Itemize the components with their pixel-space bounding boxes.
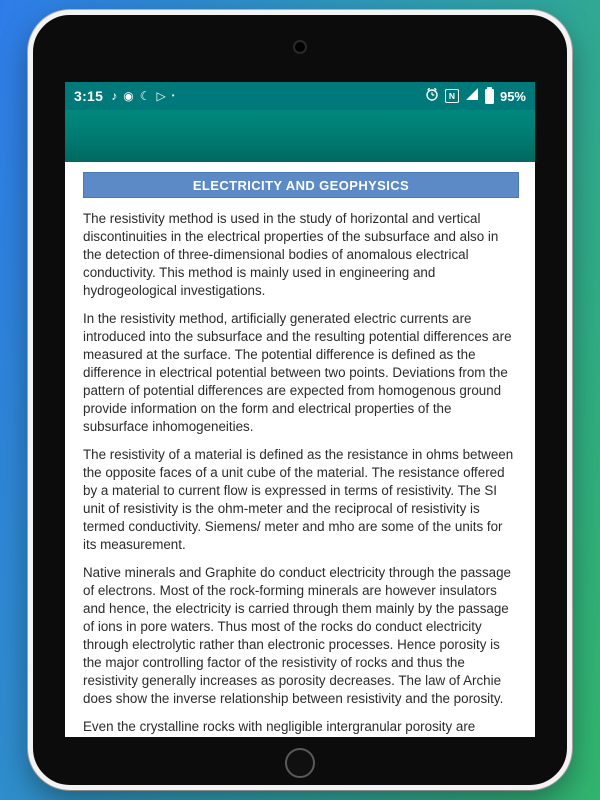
status-time: 3:15 <box>74 88 104 104</box>
notification-record-icon: ◉ <box>123 89 134 103</box>
dot-icon: • <box>171 91 175 100</box>
tablet-frame <box>28 10 572 790</box>
home-button[interactable] <box>285 748 315 778</box>
battery-icon <box>485 89 494 104</box>
app-bar <box>65 110 535 162</box>
paragraph: Even the crystalline rocks with negligible intergranular porosity are <box>83 719 476 734</box>
page-title: ELECTRICITY AND GEOPHYSICS <box>83 172 519 198</box>
paragraph: The resistivity method is used in the study of horizontal and vertical discontinuities in the electrical properties of the subsurface and also in the detection of three-dimensional bodies of anomalous electrical conductivity. This method is mainly used in engineering and hydrogeological investigations. <box>83 211 499 298</box>
camera-dot-icon <box>295 42 305 52</box>
screen <box>65 82 535 737</box>
nfc-icon: N <box>445 89 459 103</box>
status-bar-right <box>425 87 526 106</box>
moon-icon: ☾ <box>139 89 151 103</box>
paragraph: The resistivity of a material is defined as the resistance in ohms between the opposite faces of a unit cube of the material. The resistance offered by a material to current flow is expressed in terms of resistivity. The SI unit of resistivity is the ohm-meter and the reciprocal of resistivity is termed conductivity. Siemens/ meter and mho are some of the units for its measurement. <box>83 447 514 552</box>
battery-percent: 95% <box>499 88 526 104</box>
paragraph: In the resistivity method, artificially generated electric currents are introduced into the subsurface and the resulting potential differences are measured at the surface. The potential difference is defined as the difference in electrical potential between two points. Deviations from the pattern of potential differences are expected from homogenous ground provide information on the form and electrical properties of the subsurface inhomogeneities. <box>83 311 512 434</box>
document-scroll[interactable] <box>65 162 535 737</box>
music-note-icon: ♪ <box>111 89 118 103</box>
status-bar[interactable] <box>65 82 535 110</box>
signal-icon <box>465 87 479 106</box>
paragraph: Native minerals and Graphite do conduct electricity through the passage of electrons. Most of the rock-forming minerals are however insulators and hence, the electricity is carried through them mainly by the passage of ions in pore waters. Thus most of the rocks do conduct electricity through electrolytic rather than electronic processes. Hence porosity is the major controlling factor of the resistivity of rocks and thus the resistivity generally increases as porosity decreases. The law of Archie does show the inverse relationship between resistivity and the porosity. <box>83 565 511 706</box>
alarm-icon <box>425 87 439 106</box>
play-icon: ▷ <box>156 89 166 103</box>
